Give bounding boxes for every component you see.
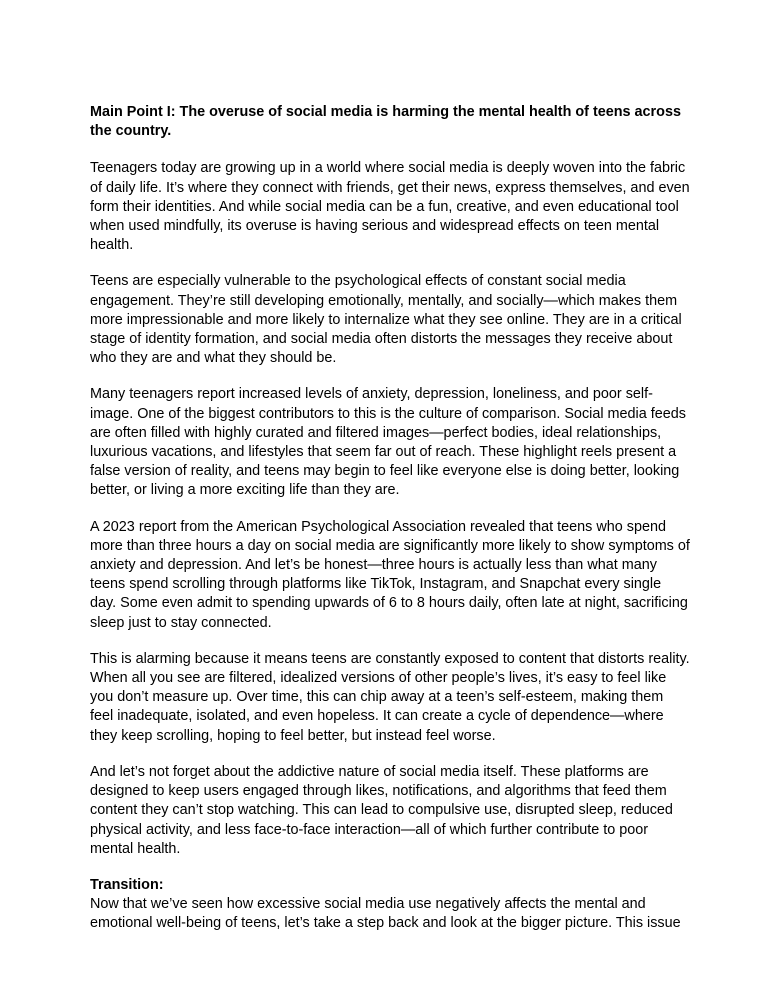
transition-paragraph: Now that we’ve seen how excessive social media use negatively affects the mental and emotional well-being of teens, let’s take a step back and look at the bigger picture. This issue [90, 896, 681, 932]
document-page [90, 103, 690, 934]
paragraph-4: A 2023 report from the American Psychological Association revealed that teens who spend more than three hours a day on social media are significantly more likely to show symptoms of anxiety and depression. And let’s be honest—three hours is actually less than what many teens spend scrolling through platforms like TikTok, Instagram, and Snapchat every single day. Some even admit to spending upwards of 6 to 8 hours daily, often late at night, sacrificing sleep just to stay connected. [90, 518, 690, 631]
paragraph-6: And let’s not forget about the addictive nature of social media itself. These platforms are designed to keep users engaged through likes, notifications, and algorithms that feed them content they can’t stop watching. This can lead to compulsive use, disrupted sleep, reduced physical activity, and less face-to-face interaction—all of which further contribute to poor mental health. [90, 763, 673, 857]
paragraph-1: Teenagers today are growing up in a world where social media is deeply woven into the fabric of daily life. It’s where they connect with friends, get their news, express themselves, and even form their identities. And while social media can be a fun, creative, and even educational tool when used mindfully, its overuse is having serious and widespread effects on teen mental health. [90, 160, 690, 254]
paragraph-2: Teens are especially vulnerable to the psychological effects of constant social media engagement. They’re still developing emotionally, mentally, and socially—which makes them more impressionable and more likely to internalize what they see online. They are in a critical stage of identity formation, and social media often distorts the messages they receive about who they are and what they should be. [90, 273, 682, 367]
transition-label: Transition: [90, 876, 164, 893]
paragraph-3: Many teenagers report increased levels of anxiety, depression, loneliness, and poor self-image. One of the biggest contributors to this is the culture of comparison. Social media feeds are often filled with highly curated and filtered images—perfect bodies, ideal relationships, luxurious vacations, and lifestyles that seem far out of reach. These highlight reels present a false version of reality, and teens may begin to feel like everyone else is doing better, looking better, or living a more exciting life than they are. [90, 386, 686, 499]
paragraph-5: This is alarming because it means teens are constantly exposed to content that distorts reality. When all you see are filtered, idealized versions of other people’s lives, it’s easy to feel like you don’t measure up. Over time, this can chip away at a teen’s self-esteem, making them feel inadequate, isolated, and even hopeless. It can create a cycle of dependence—where they keep scrolling, hoping to feel better, but instead feel worse. [90, 650, 690, 744]
main-point-heading: Main Point I: The overuse of social media is harming the mental health of teens across the country. [90, 104, 681, 140]
